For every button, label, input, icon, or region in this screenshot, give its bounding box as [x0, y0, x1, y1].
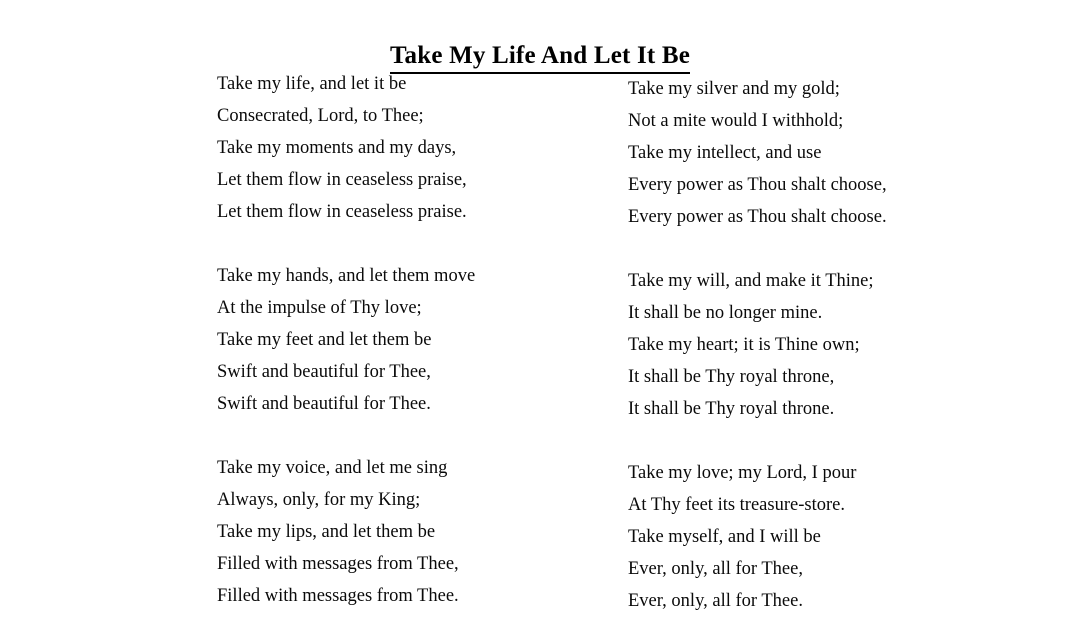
stanza	[217, 260, 597, 420]
lyric-line: Swift and beautiful for Thee.	[217, 394, 431, 414]
lyric-line: Filled with messages from Thee.	[217, 586, 459, 606]
lyric-line: Take my hands, and let them move	[217, 266, 476, 286]
lyrics-column-left	[217, 68, 597, 612]
lyric-line: Take my voice, and let me sing	[217, 458, 448, 478]
lyric-line: It shall be no longer mine.	[628, 303, 823, 323]
lyric-line: Let them flow in ceaseless praise.	[217, 202, 467, 222]
lyric-line: Ever, only, all for Thee.	[628, 591, 803, 611]
stanza	[628, 457, 1028, 617]
lyric-line: Not a mite would I withhold;	[628, 111, 844, 131]
lyric-line: Let them flow in ceaseless praise,	[217, 170, 467, 190]
lyric-line: At the impulse of Thy love;	[217, 298, 422, 318]
lyric-line: Every power as Thou shalt choose,	[628, 175, 887, 195]
lyric-line: Take my love; my Lord, I pour	[628, 463, 857, 483]
lyric-line: Take my feet and let them be	[217, 330, 432, 350]
lyric-line: Take my moments and my days,	[217, 138, 457, 158]
lyric-line: It shall be Thy royal throne.	[628, 399, 835, 419]
lyric-line: Take my heart; it is Thine own;	[628, 335, 860, 355]
lyric-line: Take myself, and I will be	[628, 527, 821, 547]
lyric-line: Ever, only, all for Thee,	[628, 559, 803, 579]
lyric-line: Take my intellect, and use	[628, 143, 822, 163]
lyric-line: At Thy feet its treasure-store.	[628, 495, 845, 515]
lyric-line: Every power as Thou shalt choose.	[628, 207, 887, 227]
lyric-line: Filled with messages from Thee,	[217, 554, 459, 574]
lyric-line: Always, only, for my King;	[217, 490, 421, 510]
lyric-line: It shall be Thy royal throne,	[628, 367, 835, 387]
stanza	[628, 265, 1028, 425]
lyric-line: Take my life, and let it be	[217, 74, 407, 94]
stanza	[628, 73, 1028, 233]
lyric-line: Consecrated, Lord, to Thee;	[217, 106, 424, 126]
lyric-line: Swift and beautiful for Thee,	[217, 362, 431, 382]
stanza	[217, 68, 597, 228]
stanza	[217, 452, 597, 612]
lyrics-column-right	[628, 73, 1028, 617]
page-title: Take My Life And Let It Be	[390, 41, 690, 74]
lyric-line: Take my lips, and let them be	[217, 522, 436, 542]
lyric-line: Take my silver and my gold;	[628, 79, 840, 99]
lyric-line: Take my will, and make it Thine;	[628, 271, 874, 291]
